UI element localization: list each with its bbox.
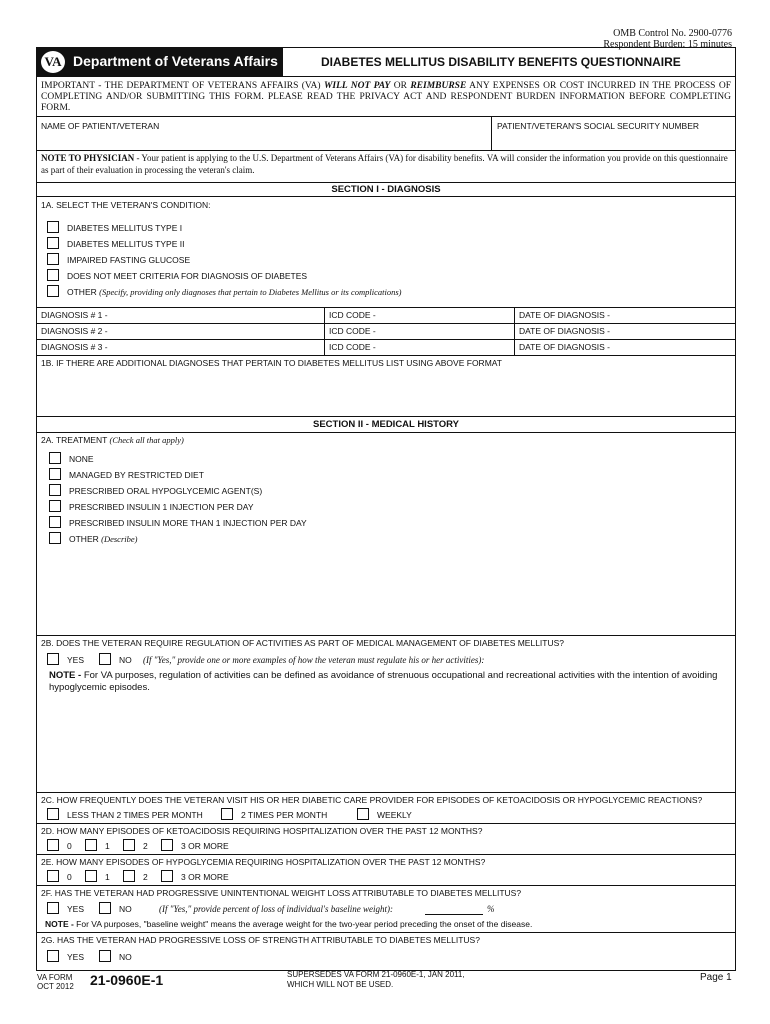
form-date: OCT 2012: [37, 982, 74, 991]
q2b-no-checkbox[interactable]: [99, 653, 111, 665]
q1a-label: 1A. SELECT THE VETERAN'S CONDITION:: [41, 200, 211, 210]
q2f-yes-checkbox[interactable]: [47, 902, 59, 914]
icd-code-3-label: ICD CODE -: [329, 342, 376, 352]
hypoglycemia-0-checkbox[interactable]: [47, 870, 59, 882]
hypoglycemia-3-checkbox[interactable]: [161, 870, 173, 882]
date-of-diagnosis-1-label: DATE OF DIAGNOSIS -: [519, 310, 610, 320]
q2a-label: 2A. TREATMENT (Check all that apply): [41, 435, 184, 445]
ketoacidosis-2-label: 2: [143, 841, 148, 851]
visit-weekly-checkbox[interactable]: [357, 808, 369, 820]
date-of-diagnosis-3-label: DATE OF DIAGNOSIS -: [519, 342, 610, 352]
visit-2-times-label: 2 TIMES PER MONTH: [241, 810, 328, 820]
q2b-examples-field[interactable]: [39, 698, 733, 788]
patient-name-field[interactable]: [39, 132, 487, 148]
will-not-pay: WILL NOT PAY: [323, 81, 391, 91]
q2f-no-label: NO: [119, 904, 132, 914]
visit-2-times-checkbox[interactable]: [221, 808, 233, 820]
hypoglycemia-2-label: 2: [143, 872, 148, 882]
q2f-instructions: (If "Yes," provide percent of loss of individual's baseline weight):: [159, 904, 393, 914]
no-diabetes-checkbox[interactable]: [47, 269, 59, 281]
treatment-diet-checkbox[interactable]: [49, 468, 61, 480]
hypoglycemia-1-label: 1: [105, 872, 110, 882]
q2g-yes-checkbox[interactable]: [47, 950, 59, 962]
section-1-title: SECTION I - DIAGNOSIS: [331, 184, 441, 195]
ssn-label: PATIENT/VETERAN'S SOCIAL SECURITY NUMBER: [497, 121, 700, 131]
q2g-no-checkbox[interactable]: [99, 950, 111, 962]
additional-diagnoses-field[interactable]: [39, 370, 733, 412]
diagnosis-3-label: DIAGNOSIS # 3 -: [41, 342, 108, 352]
form-title: DIABETES MELLITUS DISABILITY BENEFITS QUESTIONNAIRE: [321, 55, 681, 69]
ketoacidosis-1-label: 1: [105, 841, 110, 851]
q2f-note: NOTE - For VA purposes, "baseline weight" means the average weight for the two-year period preceding the onset of the disease.: [45, 919, 533, 929]
agency-banner: [37, 48, 283, 76]
va-seal-icon: VA: [41, 51, 65, 73]
hypoglycemia-0-label: 0: [67, 872, 72, 882]
q2e-label: 2E. HOW MANY EPISODES OF HYPOGLYCEMIA REQUIRING HOSPITALIZATION OVER THE PAST 12 MONTHS?: [41, 857, 486, 867]
diagnosis-2-label: DIAGNOSIS # 2 -: [41, 326, 108, 336]
icd-code-1-label: ICD CODE -: [329, 310, 376, 320]
treatment-oral-agent-checkbox[interactable]: [49, 484, 61, 496]
diagnosis-1-label: DIAGNOSIS # 1 -: [41, 310, 108, 320]
treatment-insulin-more-label: PRESCRIBED INSULIN MORE THAN 1 INJECTION PER DAY: [69, 518, 307, 528]
treatment-other-description-field[interactable]: [39, 548, 733, 632]
q1b-label: 1B. IF THERE ARE ADDITIONAL DIAGNOSES THAT PERTAIN TO DIABETES MELLITUS LIST USING ABOVE FORMAT: [41, 358, 503, 368]
date-of-diagnosis-2-label: DATE OF DIAGNOSIS -: [519, 326, 610, 336]
percent-sign: %: [487, 904, 495, 914]
page-number: Page 1: [700, 972, 732, 983]
q2g-label: 2G. HAS THE VETERAN HAD PROGRESSIVE LOSS OF STRENGTH ATTRIBUTABLE TO DIABETES MELLITUS?: [41, 935, 480, 945]
visit-weekly-label: WEEKLY: [377, 810, 412, 820]
q2b-note: NOTE - For VA purposes, regulation of activities can be defined as avoidance of strenuous occupational and recreational activities with the intention of avoiding hypoglycemic episodes.: [49, 670, 718, 693]
dm-type1-checkbox[interactable]: [47, 221, 59, 233]
q2g-no-label: NO: [119, 952, 132, 962]
q2f-no-checkbox[interactable]: [99, 902, 111, 914]
other-condition-label: OTHER (Specify, providing only diagnoses that pertain to Diabetes Mellitus or its complications): [67, 287, 402, 297]
treatment-insulin-1-checkbox[interactable]: [49, 500, 61, 512]
supersedes-line-1: SUPERSEDES VA FORM 21-0960E-1, JAN 2011,: [287, 970, 465, 979]
treatment-insulin-more-checkbox[interactable]: [49, 516, 61, 528]
impaired-fasting-glucose-checkbox[interactable]: [47, 253, 59, 265]
note-to-physician: NOTE TO PHYSICIAN - Your patient is applying to the U.S. Department of Veterans Affairs (VA) for disability benefits. VA will consider the information you provide on this questionnaire as part of their evaluation in processing the veteran's claim.: [41, 153, 728, 175]
q2d-label: 2D. HOW MANY EPISODES OF KETOACIDOSIS REQUIRING HOSPITALIZATION OVER THE PAST 12 MONTHS?: [41, 826, 483, 836]
divider: [37, 76, 735, 77]
treatment-none-label: NONE: [69, 454, 94, 464]
visit-less-than-2-checkbox[interactable]: [47, 808, 59, 820]
omb-control: OMB Control No. 2900-0776: [613, 28, 732, 39]
treatment-insulin-1-label: PRESCRIBED INSULIN 1 INJECTION PER DAY: [69, 502, 254, 512]
section-2-title: SECTION II - MEDICAL HISTORY: [312, 419, 460, 430]
ketoacidosis-2-checkbox[interactable]: [123, 839, 135, 851]
q2f-label: 2F. HAS THE VETERAN HAD PROGRESSIVE UNINTENTIONAL WEIGHT LOSS ATTRIBUTABLE TO DIABETES MELLITUS?: [41, 888, 522, 898]
questionnaire-form: [36, 47, 736, 971]
ssn-field[interactable]: [495, 132, 731, 148]
ketoacidosis-3-label: 3 OR MORE: [181, 841, 229, 851]
weight-loss-percent-field[interactable]: [425, 914, 483, 915]
q2b-yes-checkbox[interactable]: [47, 653, 59, 665]
hypoglycemia-2-checkbox[interactable]: [123, 870, 135, 882]
q2b-label: 2B. DOES THE VETERAN REQUIRE REGULATION OF ACTIVITIES AS PART OF MEDICAL MANAGEMENT OF DIABETES MELLITUS?: [41, 638, 565, 648]
q2b-yes-label: YES: [67, 655, 85, 665]
dm-type1-label: DIABETES MELLITUS TYPE I: [67, 223, 183, 233]
hypoglycemia-3-label: 3 OR MORE: [181, 872, 229, 882]
ketoacidosis-1-checkbox[interactable]: [85, 839, 97, 851]
ketoacidosis-3-checkbox[interactable]: [161, 839, 173, 851]
treatment-other-label: OTHER (Describe): [69, 534, 138, 544]
q2c-label: 2C. HOW FREQUENTLY DOES THE VETERAN VISIT HIS OR HER DIABETIC CARE PROVIDER FOR EPISODES OF KETOACIDOSIS OR HYPOGLYCEMIC REACTIONS?: [41, 795, 703, 805]
dm-type2-label: DIABETES MELLITUS TYPE II: [67, 239, 185, 249]
no-diabetes-label: DOES NOT MEET CRITERIA FOR DIAGNOSIS OF DIABETES: [67, 271, 308, 281]
important-notice: IMPORTANT - THE DEPARTMENT OF VETERANS AFFAIRS (VA) WILL NOT PAY OR REIMBURSE ANY EXPENSES OR COST INCURRED IN THE PROCESS OF COMPLETING AND/OR SUBMITTING THIS FORM. PLEASE READ THE PRIVACY ACT AND RESPONDENT BURDEN INFORMATION BEFORE COMPLETING FORM.: [41, 81, 731, 113]
visit-less-than-2-label: LESS THAN 2 TIMES PER MONTH: [67, 810, 203, 820]
ketoacidosis-0-checkbox[interactable]: [47, 839, 59, 851]
q2b-instructions: (If "Yes," provide one or more examples of how the veteran must regulate his or her activities):: [143, 655, 485, 665]
q2g-yes-label: YES: [67, 952, 85, 962]
treatment-none-checkbox[interactable]: [49, 452, 61, 464]
reimburse: REIMBURSE: [410, 81, 467, 91]
respondent-burden: Respondent Burden: 15 minutes: [603, 39, 732, 50]
treatment-diet-label: MANAGED BY RESTRICTED DIET: [69, 470, 204, 480]
ketoacidosis-0-label: 0: [67, 841, 72, 851]
form-number: 21-0960E-1: [90, 972, 164, 988]
impaired-fasting-glucose-label: IMPAIRED FASTING GLUCOSE: [67, 255, 191, 265]
dm-type2-checkbox[interactable]: [47, 237, 59, 249]
q2f-yes-label: YES: [67, 904, 85, 914]
patient-name-label: NAME OF PATIENT/VETERAN: [41, 121, 160, 131]
supersedes-line-2: WHICH WILL NOT BE USED.: [287, 980, 394, 989]
agency-name: Department of Veterans Affairs: [73, 53, 278, 69]
other-condition-checkbox[interactable]: [47, 285, 59, 297]
q2b-no-label: NO: [119, 655, 132, 665]
icd-code-2-label: ICD CODE -: [329, 326, 376, 336]
va-form-label: VA FORM: [37, 973, 73, 982]
treatment-other-checkbox[interactable]: [49, 532, 61, 544]
treatment-oral-agent-label: PRESCRIBED ORAL HYPOGLYCEMIC AGENT(S): [69, 486, 263, 496]
hypoglycemia-1-checkbox[interactable]: [85, 870, 97, 882]
